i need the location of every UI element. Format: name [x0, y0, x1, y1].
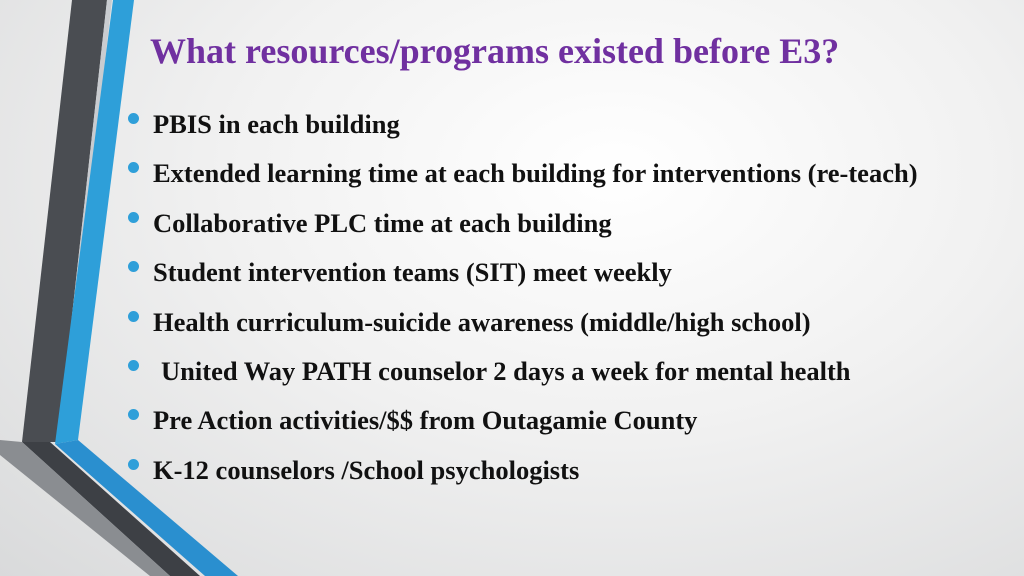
bullet-text: Extended learning time at each building for interventions (re-teach) [153, 158, 918, 189]
bullet-text: PBIS in each building [153, 109, 400, 139]
bullet-text: K-12 counselors /School psychologists [153, 454, 580, 485]
bullet-text: United Way PATH counselor 2 days a week for mental health [161, 355, 851, 386]
bullet-text: Collaborative PLC time at each building [153, 207, 612, 238]
bullet-text: Health curriculum-suicide awareness (middle/high school) [153, 306, 811, 337]
bullet-dot-icon [128, 459, 139, 470]
bullet-dot-icon [128, 311, 139, 322]
slide-title: What resources/programs existed before E3? [150, 31, 840, 71]
bullet-dot-icon [128, 212, 139, 223]
bullet-text: Pre Action activities/$$ from Outagamie County [153, 405, 698, 436]
bullet-dot-icon [128, 113, 139, 124]
bullet-text: Student intervention teams (SIT) meet weekly [153, 257, 672, 288]
bullet-dot-icon [128, 360, 139, 371]
